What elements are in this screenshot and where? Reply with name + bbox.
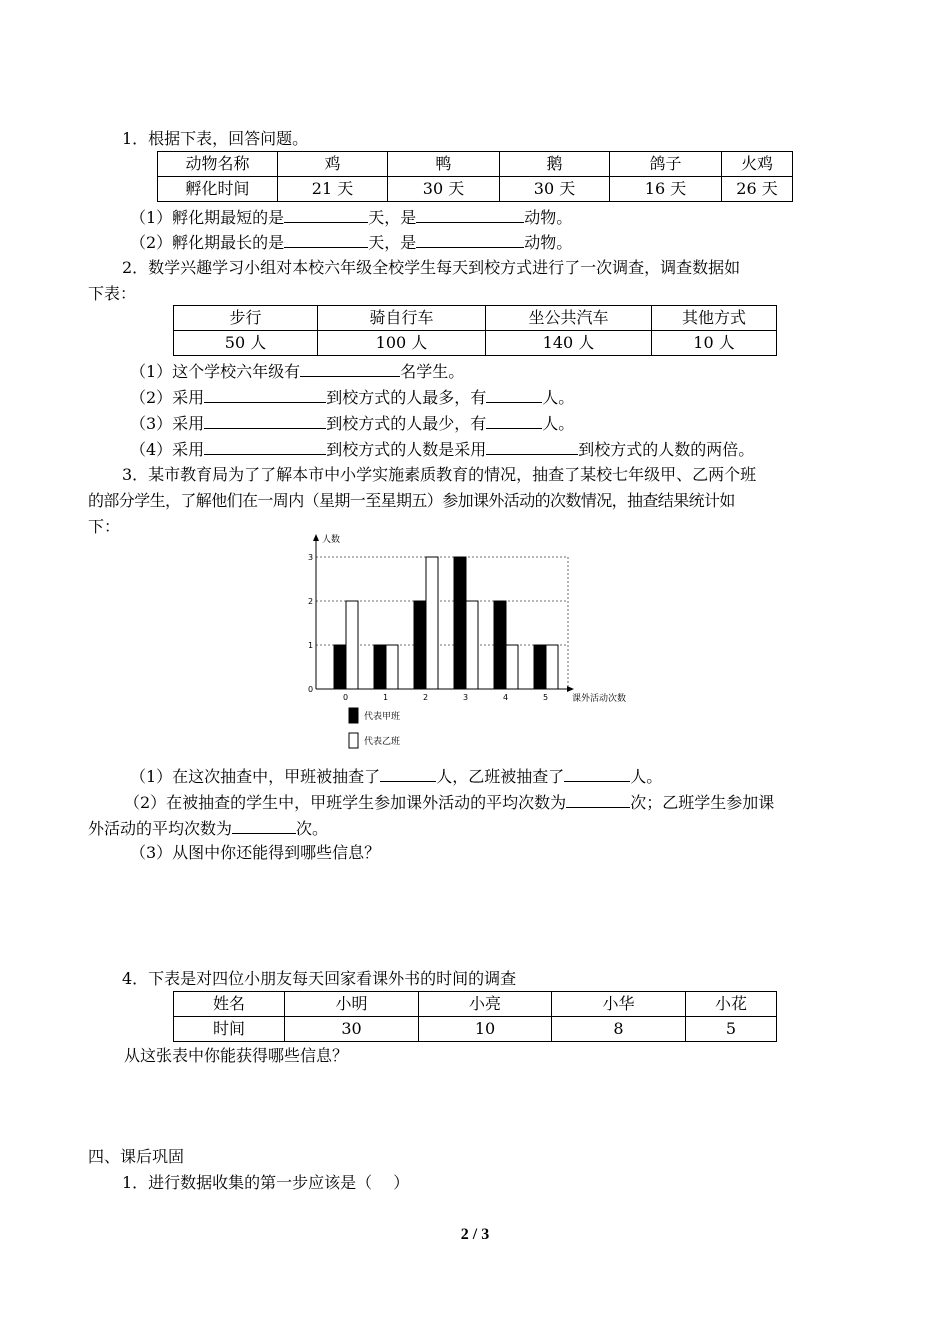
answer-blank[interactable]	[416, 206, 524, 223]
answer-blank[interactable]	[486, 386, 542, 403]
table-cell: 骑自行车	[318, 306, 486, 331]
text: 人。	[630, 767, 663, 786]
chart-xticks	[343, 693, 548, 702]
q1-intro: 1．根据下表，回答问题。	[122, 129, 309, 148]
x-tick-label: 0	[343, 693, 349, 702]
text: 到校方式的人最少，有	[326, 414, 487, 433]
table-cell: 16 天	[610, 177, 722, 202]
table-cell: 坐公共汽车	[486, 306, 652, 331]
bar-class-b	[506, 645, 518, 689]
chart-bars	[334, 557, 558, 689]
answer-blank[interactable]	[204, 412, 326, 429]
text: 到校方式的人最多，有	[326, 388, 487, 407]
text: 人，乙班被抽查了	[436, 767, 565, 786]
text: 天，是	[368, 233, 417, 252]
table-cell: 火鸡	[722, 152, 793, 177]
answer-blank[interactable]	[566, 791, 630, 808]
table-cell: 30 天	[500, 177, 610, 202]
q1-table	[157, 151, 793, 202]
activity-bar-chart	[300, 528, 660, 750]
answer-blank[interactable]	[380, 765, 436, 782]
table-cell: 50 人	[174, 331, 318, 356]
table-cell: 小花	[686, 992, 777, 1017]
x-tick-label: 2	[423, 693, 429, 702]
q3-sub1	[130, 765, 662, 788]
text: 次。	[296, 819, 329, 838]
answer-blank[interactable]	[300, 360, 400, 377]
bar-class-a	[534, 645, 546, 689]
y-tick-label: 0	[308, 685, 314, 694]
q1-sub1	[130, 206, 572, 229]
answer-blank[interactable]	[232, 817, 296, 834]
table-row	[174, 306, 777, 331]
table-cell: 小明	[285, 992, 419, 1017]
table-cell: 时间	[174, 1017, 285, 1042]
legend-label-class-b: 代表乙班	[364, 737, 401, 747]
table-row	[174, 1017, 777, 1042]
table-cell: 其他方式	[652, 306, 777, 331]
bar-class-a	[494, 601, 506, 689]
table-cell: 8	[552, 1017, 686, 1042]
q2-sub1	[130, 360, 464, 383]
bar-class-b	[466, 601, 478, 689]
q2-sub3	[130, 412, 574, 435]
table-row	[174, 992, 777, 1017]
answer-blank[interactable]	[204, 438, 326, 455]
text: 人。	[542, 388, 575, 407]
table-cell: 姓名	[174, 992, 285, 1017]
y-tick-label: 1	[308, 641, 314, 650]
text: （1）孵化期最短的是	[130, 208, 285, 227]
text: （3）采用	[130, 414, 205, 433]
table-cell: 10 人	[652, 331, 777, 356]
table-cell: 100 人	[318, 331, 486, 356]
table-cell: 鸽子	[610, 152, 722, 177]
answer-blank[interactable]	[204, 386, 326, 403]
answer-blank[interactable]	[284, 206, 368, 223]
page-number: 2 / 3	[460, 1226, 490, 1243]
table-cell: 动物名称	[158, 152, 278, 177]
bar-class-a	[414, 601, 426, 689]
answer-blank[interactable]	[486, 412, 542, 429]
text: 动物。	[524, 208, 573, 227]
x-axis-arrow	[567, 686, 574, 692]
text: 动物。	[524, 233, 573, 252]
q2-intro-line1: 2．数学兴趣学习小组对本校六年级全校学生每天到校方式进行了一次调查，调查数据如	[122, 258, 741, 277]
text: 到校方式的人数是采用	[326, 440, 487, 459]
table-cell: 5	[686, 1017, 777, 1042]
x-tick-label: 5	[543, 693, 549, 702]
table-cell: 30	[285, 1017, 419, 1042]
x-tick-label: 4	[503, 693, 509, 702]
y-tick-label: 3	[308, 553, 314, 562]
bar-class-a	[334, 645, 346, 689]
table-cell: 步行	[174, 306, 318, 331]
x-tick-label: 1	[383, 693, 389, 702]
bar-class-b	[386, 645, 398, 689]
bar-class-a	[454, 557, 466, 689]
q3-line2: 的部分学生，了解他们在一周内（星期一至星期五）参加课外活动的次数情况，抽查结果统计如	[88, 491, 735, 510]
q4-table	[173, 991, 777, 1042]
bar-class-b	[546, 645, 558, 689]
q4-question: 从这张表中你能获得哪些信息？	[124, 1046, 349, 1065]
table-row	[158, 152, 793, 177]
bar-class-b	[346, 601, 358, 689]
x-tick-label: 3	[463, 693, 469, 702]
y-axis-arrow	[313, 534, 319, 541]
section4-q1: 1．进行数据收集的第一步应该是（ ）	[122, 1173, 410, 1192]
text: （1）在这次抽查中，甲班被抽查了	[130, 767, 381, 786]
table-cell: 140 人	[486, 331, 652, 356]
table-row	[174, 331, 777, 356]
legend-swatch-class-a	[349, 708, 358, 723]
table-row	[158, 177, 793, 202]
table-cell: 26 天	[722, 177, 793, 202]
text: （2）孵化期最长的是	[130, 233, 285, 252]
q2-sub4	[130, 438, 754, 461]
table-cell: 10	[419, 1017, 552, 1042]
table-cell: 鹅	[500, 152, 610, 177]
table-cell: 孵化时间	[158, 177, 278, 202]
text: （2）采用	[130, 388, 205, 407]
legend-swatch-class-b	[349, 733, 358, 748]
table-cell: 鸡	[278, 152, 388, 177]
x-axis-label: 课外活动次数	[572, 694, 627, 704]
table-cell: 鸭	[388, 152, 500, 177]
answer-blank[interactable]	[564, 765, 630, 782]
text: 外活动的平均次数为	[88, 819, 233, 838]
text: （4）采用	[130, 440, 205, 459]
q3-line1: 3．某市教育局为了了解本市中小学实施素质教育的情况，抽查了某校七年级甲、乙两个班	[122, 465, 757, 484]
section4-heading: 四、课后巩固	[88, 1147, 185, 1166]
text: 名学生。	[400, 362, 465, 381]
table-cell: 小华	[552, 992, 686, 1017]
chart-yticks	[308, 553, 313, 694]
legend-label-class-a: 代表甲班	[364, 712, 401, 722]
answer-blank[interactable]	[416, 231, 524, 248]
text: 次；乙班学生参加课	[630, 793, 775, 812]
q1-sub2	[130, 231, 572, 254]
q2-sub2	[130, 386, 574, 409]
q3-sub2-cont	[88, 817, 328, 840]
y-axis-label: 人数	[322, 535, 341, 545]
q3-sub2	[124, 791, 774, 814]
table-cell: 30 天	[388, 177, 500, 202]
text: 天，是	[368, 208, 417, 227]
text: （2）在被抽查的学生中，甲班学生参加课外活动的平均次数为	[124, 793, 567, 812]
q3-sub3: （3）从图中你还能得到哪些信息？	[130, 843, 381, 862]
table-cell: 21 天	[278, 177, 388, 202]
q4-intro: 4．下表是对四位小朋友每天回家看课外书的时间的调查	[122, 969, 517, 988]
text: 人。	[542, 414, 575, 433]
answer-blank[interactable]	[284, 231, 368, 248]
q2-intro-line2: 下表：	[88, 284, 137, 303]
text: 到校方式的人数的两倍。	[578, 440, 755, 459]
bar-class-b	[426, 557, 438, 689]
table-cell: 小亮	[419, 992, 552, 1017]
answer-blank[interactable]	[486, 438, 578, 455]
text: （1）这个学校六年级有	[130, 362, 301, 381]
y-tick-label: 2	[308, 597, 314, 606]
bar-class-a	[374, 645, 386, 689]
q3-line3: 下：	[88, 517, 121, 536]
q2-table	[173, 305, 777, 356]
